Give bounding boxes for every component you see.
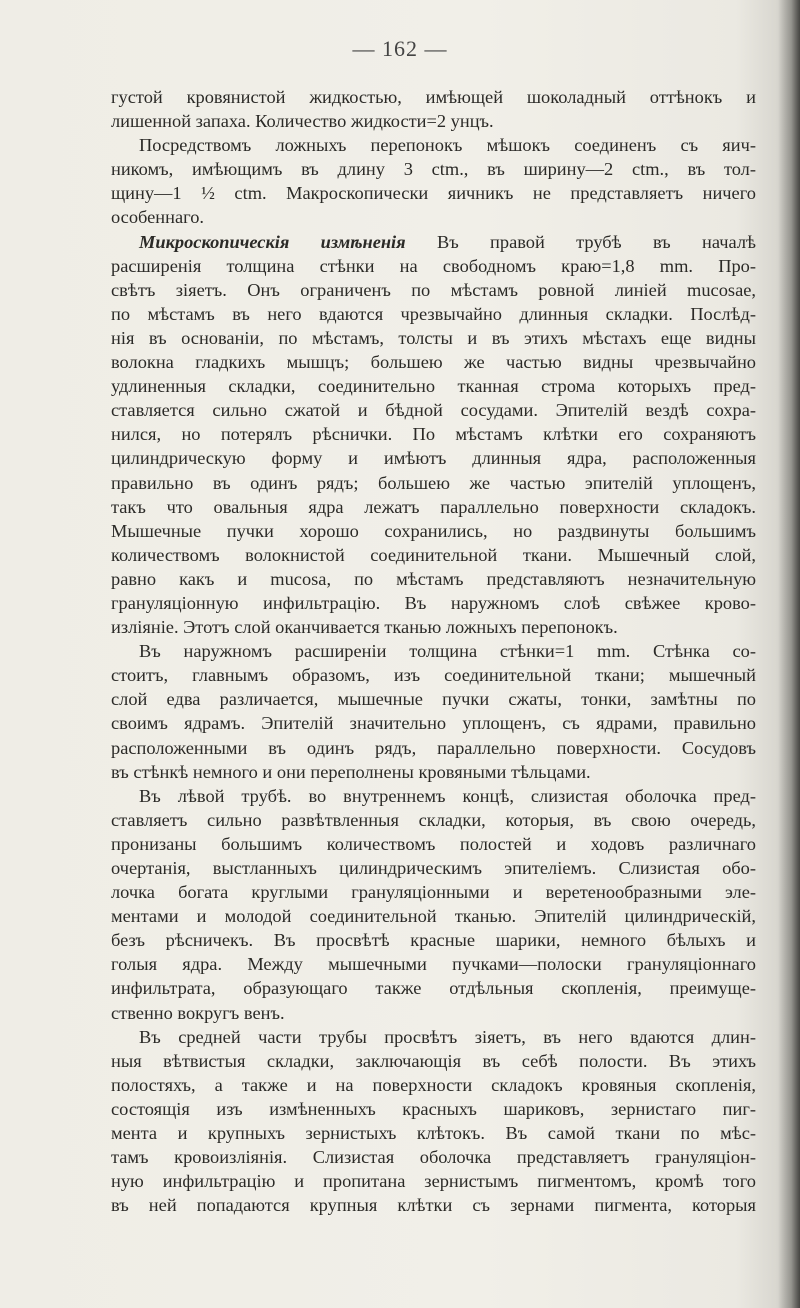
section-heading: Микроскопическія измѣненія xyxy=(139,231,406,252)
text-line: такъ что овальныя ядра лежатъ параллельно поверхности складокъ. xyxy=(111,496,756,517)
text-line: своимъ ядрамъ. Эпителій значительно уплощенъ, съ ядрами, правильно xyxy=(111,713,756,734)
text-line: равно какъ и mucosa, по мѣстамъ представляютъ незначительную xyxy=(111,568,756,589)
text-line: Въ наружномъ расширеніи толщина стѣнки=1 mm. Стѣнка со- xyxy=(139,641,756,662)
text-line: Въ средней части трубы просвѣтъ зіяетъ, въ него вдаются длин- xyxy=(139,1026,756,1047)
text-line: расположенными въ одинъ рядъ, параллельно поверхности. Сосудовъ xyxy=(111,737,756,758)
text-line: правильно въ одинъ рядъ; большею же частью эпителій уплощенъ, xyxy=(111,472,756,493)
text-line: очертанія, выстланныхъ цилиндрическимъ эпителіемъ. Слизистая обо- xyxy=(111,858,756,878)
text-line: въ ней попадаются крупныя клѣтки съ зернами пигмента, которыя xyxy=(111,1195,756,1216)
text-line: стоитъ, главнымъ образомъ, изъ соединительной ткани; мышечный xyxy=(111,665,756,686)
text-line: свѣтъ зіяетъ. Онъ ограниченъ по мѣстамъ ровной линіей mucosae, xyxy=(111,279,756,300)
text-line: полостяхъ, а также и на поверхности складокъ кровяныя скопленія, xyxy=(111,1074,756,1095)
text-line: нился, но потерялъ рѣснички. По мѣстамъ клѣтки его сохраняютъ xyxy=(111,424,756,445)
text-line: инфильтрата, образующаго также отдѣльныя скопленія, преимуще- xyxy=(111,978,756,999)
page-binding-edge xyxy=(778,0,800,1308)
text-line: нія въ основаніи, по мѣстамъ, толсты и въ этихъ мѣстахъ еще видны xyxy=(111,327,756,348)
text-line: лишенной запаха. Количество жидкости=2 унцъ. xyxy=(111,111,494,132)
page-body-text xyxy=(111,85,756,1217)
text-line: безъ рѣсничекъ. Въ просвѣтѣ красные шарики, немного бѣлыхъ и xyxy=(111,930,756,951)
text-line: щину—1 ½ ctm. Макроскопически яичникъ не представляетъ ничего xyxy=(111,183,756,204)
text-line: пронизаны большимъ количествомъ полостей и ходовъ различнаго xyxy=(111,833,756,854)
text-line: мента и крупныхъ зернистыхъ клѣтокъ. Въ самой ткани по мѣс- xyxy=(111,1123,756,1144)
text-line: въ стѣнкѣ немного и они переполнены кровяными тѣльцами. xyxy=(111,761,591,782)
text-line: слой едва различается, мышечные пучки сжаты, тонки, замѣтны по xyxy=(111,689,756,710)
text-line: ную инфильтрацію и пропитана зернистымъ пигментомъ, кромѣ того xyxy=(111,1171,756,1192)
text-line: ставляется сильно сжатой и бѣдной сосудами. Эпителій вездѣ сохра- xyxy=(111,400,756,421)
text-line: ственно вокругъ венъ. xyxy=(111,1002,285,1023)
text-line: расширенія толщина стѣнки на свободномъ краю=1,8 mm. Про- xyxy=(111,255,756,276)
page-number: — 162 — xyxy=(352,36,448,61)
text-line: Посредствомъ ложныхъ перепонокъ мѣшокъ соединенъ съ яич- xyxy=(139,135,756,156)
text-line: никомъ, имѣющимъ въ длину 3 ctm., въ ширину—2 ctm., въ тол- xyxy=(111,159,756,180)
text-line: цилиндрическую форму и имѣютъ длинныя ядра, расположенныя xyxy=(111,448,756,469)
text-line: удлиненныя складки, соединительно тканная строма которыхъ пред- xyxy=(111,376,756,397)
text-line: состоящія изъ измѣненныхъ красныхъ шариковъ, зернистаго пиг- xyxy=(111,1098,756,1119)
text-line: Мышечные пучки хорошо сохранились, но раздвинуты большимъ xyxy=(111,520,756,541)
text-line: по мѣстамъ въ него вдаются чрезвычайно длинныя складки. Послѣд- xyxy=(111,303,756,324)
text-line: ментами и молодой соединительной тканью. Эпителій цилиндрическій, xyxy=(111,906,756,927)
text-line: голыя ядра. Между мышечными пучками—полоски грануляціоннаго xyxy=(111,954,756,975)
text-line: грануляціонную инфильтрацію. Въ наружномъ слоѣ свѣжее крово- xyxy=(111,592,756,613)
text-line: Въ лѣвой трубѣ. во внутреннемъ концѣ, слизистая оболочка пред- xyxy=(139,785,756,806)
text-line xyxy=(111,230,756,254)
text-line: тамъ кровоизліянія. Слизистая оболочка представляетъ грануляціон- xyxy=(111,1147,756,1168)
text-line: изліяніе. Этотъ слой оканчивается тканью ложныхъ перепонокъ. xyxy=(111,617,618,638)
text-line: густой кровянистой жидкостью, имѣющей шоколадный оттѣнокъ и xyxy=(111,87,756,107)
text-line: волокна гладкихъ мышцъ; большею же частью видны чрезвычайно xyxy=(111,352,756,373)
text-line: лочка богата круглыми грануляціонными и веретенообразными эле- xyxy=(111,882,756,903)
text-line-rest: Въ правой трубѣ въ началѣ xyxy=(405,231,756,252)
text-line: ставляетъ сильно развѣтвленныя складки, которыя, въ свою очередь, xyxy=(111,809,756,830)
text-line: ныя вѣтвистыя складки, заключающія въ себѣ полости. Въ этихъ xyxy=(111,1050,756,1071)
text-line: количествомъ волокнистой соединительной ткани. Мышечный слой, xyxy=(111,544,756,565)
text-line: особеннаго. xyxy=(111,207,205,228)
